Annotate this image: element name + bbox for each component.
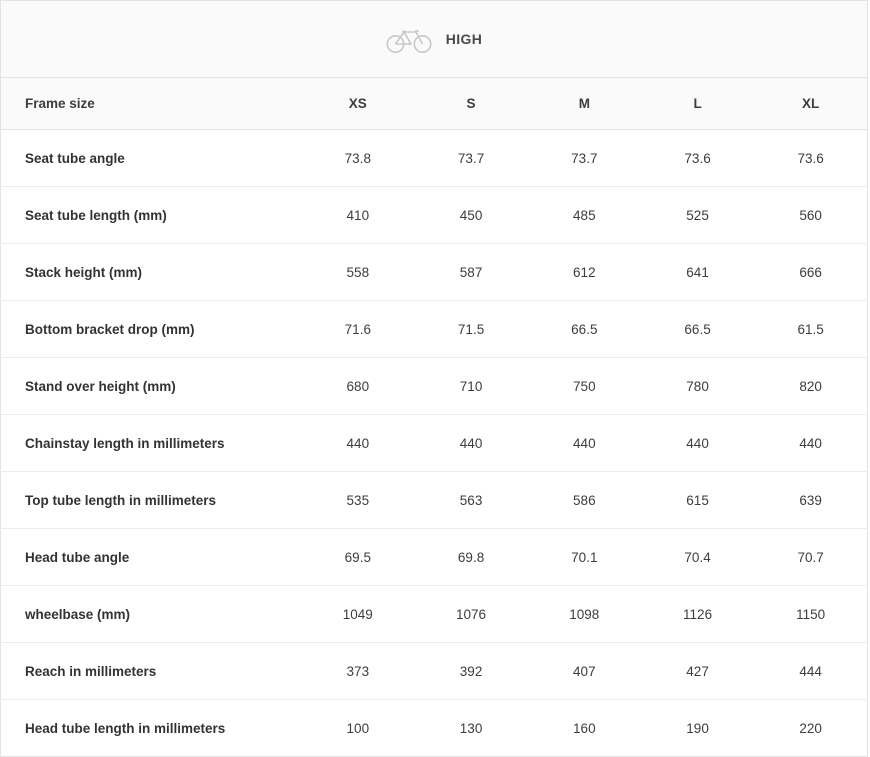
cell-value: 70.1 xyxy=(528,529,641,586)
cell-value: 70.7 xyxy=(754,529,867,586)
cell-value: 820 xyxy=(754,358,867,415)
cell-value: 612 xyxy=(528,244,641,301)
cell-value: 407 xyxy=(528,643,641,700)
cell-value: 680 xyxy=(301,358,414,415)
cell-value: 71.6 xyxy=(301,301,414,358)
cell-value: 100 xyxy=(301,700,414,757)
cell-value: 73.6 xyxy=(641,130,754,187)
table-row xyxy=(1,244,868,301)
cell-value: 1150 xyxy=(754,586,867,643)
cell-value: 780 xyxy=(641,358,754,415)
table-header-band xyxy=(1,1,868,78)
column-header-s: S xyxy=(414,78,527,130)
row-label: wheelbase (mm) xyxy=(1,586,302,643)
cell-value: 666 xyxy=(754,244,867,301)
cell-value: 710 xyxy=(414,358,527,415)
column-header-m: M xyxy=(528,78,641,130)
cell-value: 560 xyxy=(754,187,867,244)
cell-value: 450 xyxy=(414,187,527,244)
cell-value: 73.7 xyxy=(528,130,641,187)
table-row xyxy=(1,130,868,187)
cell-value: 440 xyxy=(301,415,414,472)
cell-value: 220 xyxy=(754,700,867,757)
cell-value: 444 xyxy=(754,643,867,700)
cell-value: 485 xyxy=(528,187,641,244)
cell-value: 587 xyxy=(414,244,527,301)
table-row xyxy=(1,700,868,757)
cell-value: 73.8 xyxy=(301,130,414,187)
row-label: Head tube angle xyxy=(1,529,302,586)
header-band-cell xyxy=(1,1,868,78)
table-row xyxy=(1,301,868,358)
cell-value: 66.5 xyxy=(528,301,641,358)
cell-value: 641 xyxy=(641,244,754,301)
cell-value: 373 xyxy=(301,643,414,700)
column-header-xl: XL xyxy=(754,78,867,130)
cell-value: 190 xyxy=(641,700,754,757)
table-row xyxy=(1,472,868,529)
row-label: Seat tube length (mm) xyxy=(1,187,302,244)
cell-value: 440 xyxy=(754,415,867,472)
row-label: Reach in millimeters xyxy=(1,643,302,700)
cell-value: 410 xyxy=(301,187,414,244)
table-row xyxy=(1,187,868,244)
cell-value: 586 xyxy=(528,472,641,529)
cell-value: 71.5 xyxy=(414,301,527,358)
cell-value: 427 xyxy=(641,643,754,700)
column-header-xs: XS xyxy=(301,78,414,130)
cell-value: 130 xyxy=(414,700,527,757)
cell-value: 535 xyxy=(301,472,414,529)
row-label: Head tube length in millimeters xyxy=(1,700,302,757)
cell-value: 1098 xyxy=(528,586,641,643)
cell-value: 440 xyxy=(528,415,641,472)
table-row xyxy=(1,358,868,415)
cell-value: 69.5 xyxy=(301,529,414,586)
cell-value: 73.6 xyxy=(754,130,867,187)
cell-value: 1076 xyxy=(414,586,527,643)
table-row xyxy=(1,643,868,700)
row-label: Top tube length in millimeters xyxy=(1,472,302,529)
table-row xyxy=(1,529,868,586)
row-label: Seat tube angle xyxy=(1,130,302,187)
table-body xyxy=(1,130,868,757)
cell-value: 61.5 xyxy=(754,301,867,358)
cell-value: 639 xyxy=(754,472,867,529)
column-header-l: L xyxy=(641,78,754,130)
cell-value: 392 xyxy=(414,643,527,700)
table-row xyxy=(1,586,868,643)
cell-value: 1049 xyxy=(301,586,414,643)
cell-value: 750 xyxy=(528,358,641,415)
cell-value: 558 xyxy=(301,244,414,301)
header-title: HIGH xyxy=(445,31,483,47)
bicycle-icon xyxy=(386,24,432,54)
cell-value: 563 xyxy=(414,472,527,529)
cell-value: 160 xyxy=(528,700,641,757)
row-label: Stack height (mm) xyxy=(1,244,302,301)
column-header-frame-size: Frame size xyxy=(1,78,302,130)
cell-value: 73.7 xyxy=(414,130,527,187)
column-header-row xyxy=(1,78,868,130)
cell-value: 525 xyxy=(641,187,754,244)
row-label: Chainstay length in millimeters xyxy=(1,415,302,472)
table-row xyxy=(1,415,868,472)
cell-value: 70.4 xyxy=(641,529,754,586)
cell-value: 66.5 xyxy=(641,301,754,358)
cell-value: 440 xyxy=(641,415,754,472)
row-label: Bottom bracket drop (mm) xyxy=(1,301,302,358)
cell-value: 69.8 xyxy=(414,529,527,586)
row-label: Stand over height (mm) xyxy=(1,358,302,415)
cell-value: 440 xyxy=(414,415,527,472)
cell-value: 615 xyxy=(641,472,754,529)
cell-value: 1126 xyxy=(641,586,754,643)
